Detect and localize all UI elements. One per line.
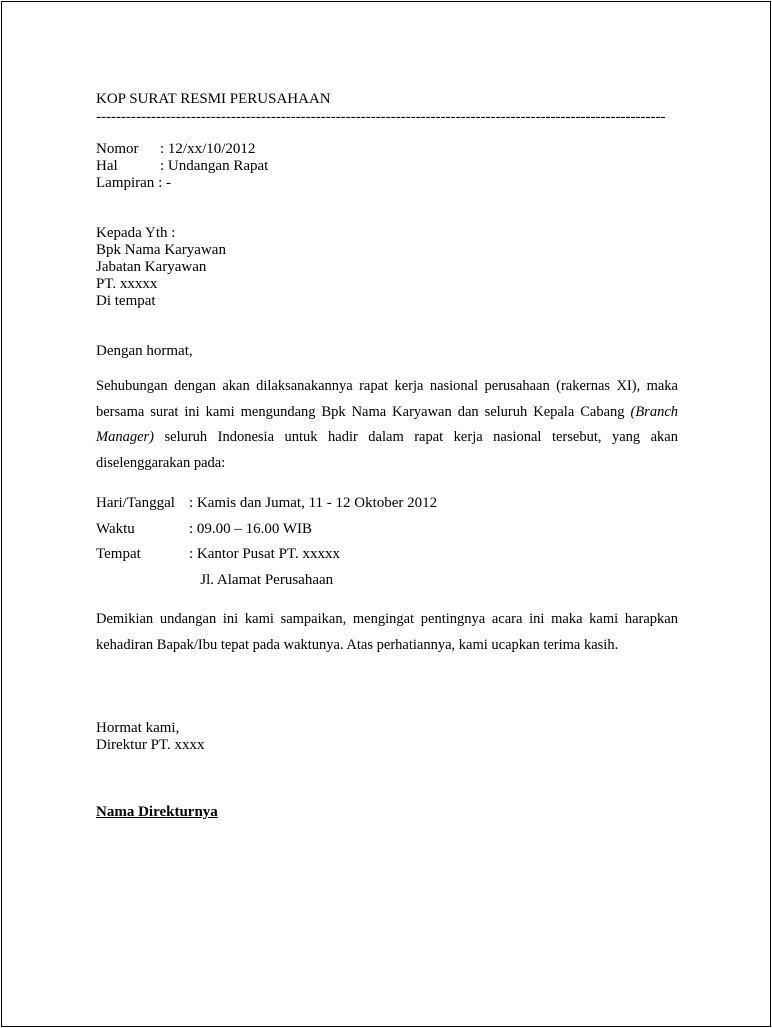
closing-line: Direktur PT. xxxx [96,737,205,753]
letterhead-divider: ------------------------------------------------------------------------------------------------------------------ [96,109,666,125]
schedule-row-date [96,491,437,517]
recipient-block [96,225,226,310]
meta-row-nomor [96,141,268,158]
schedule-value: Jl. Alamat Perusahaan [189,571,334,588]
schedule-value: : 09.00 – 16.00 WIB [189,520,313,537]
schedule-block [96,491,437,593]
paragraph-text: Sehubungan dengan akan dilaksanakannya rapat kerja nasional perusahaan (rakernas XI), maka bersama surat ini kami mengundang Bpk Nama Karyawan dan seluruh Kepala Cabang [96,378,678,420]
letterhead-title: KOP SURAT RESMI PERUSAHAAN [96,91,331,107]
recipient-line: PT. xxxxx [96,276,158,292]
schedule-row-address [96,568,437,594]
meta-value: : Undangan Rapat [160,158,269,174]
meta-value: : 12/xx/10/2012 [160,141,256,157]
closing-line: Hormat kami, [96,720,180,736]
schedule-key: Tempat [96,546,141,562]
meta-key: Hal [96,158,118,174]
schedule-value: : Kantor Pusat PT. xxxxx [189,546,340,562]
letter-meta [96,141,268,192]
schedule-key: Waktu [96,520,135,537]
recipient-line: Kepada Yth : [96,225,176,241]
body-paragraph-2: Demikian undangan ini kami sampaikan, mengingat pentingnya acara ini maka kami harapkan kehadiran Bapak/Ibu tepat pada waktunya. Atas perhatiannya, kami ucapkan terima kasih. [96,611,678,653]
meta-value: : - [154,175,171,191]
recipient-line: Di tempat [96,293,156,309]
schedule-key: Hari/Tanggal [96,495,175,511]
schedule-row-place [96,542,437,568]
recipient-line: Bpk Nama Karyawan [96,242,226,258]
paragraph-italic-text: (Branch Manager) [96,403,678,445]
schedule-key [96,568,189,594]
paragraph-text: seluruh Indonesia untuk hadir dalam rapat kerja nasional tersebut, yang akan diselenggarakan pada: [96,429,678,471]
meta-key: Nomor [96,141,139,157]
schedule-value: : Kamis dan Jumat, 11 - 12 Oktober 2012 [189,495,438,511]
meta-key: Lampiran [96,175,155,191]
closing-block [96,720,204,754]
body-paragraph-1 [96,374,678,476]
letter-page [1,1,771,1027]
meta-row-hal [96,158,268,175]
recipient-line: Jabatan Karyawan [96,259,207,275]
salutation: Dengan hormat, [96,343,193,359]
signer-name: Nama Direkturnya [96,804,218,820]
schedule-row-time [96,517,437,543]
meta-row-lampiran [96,175,268,192]
